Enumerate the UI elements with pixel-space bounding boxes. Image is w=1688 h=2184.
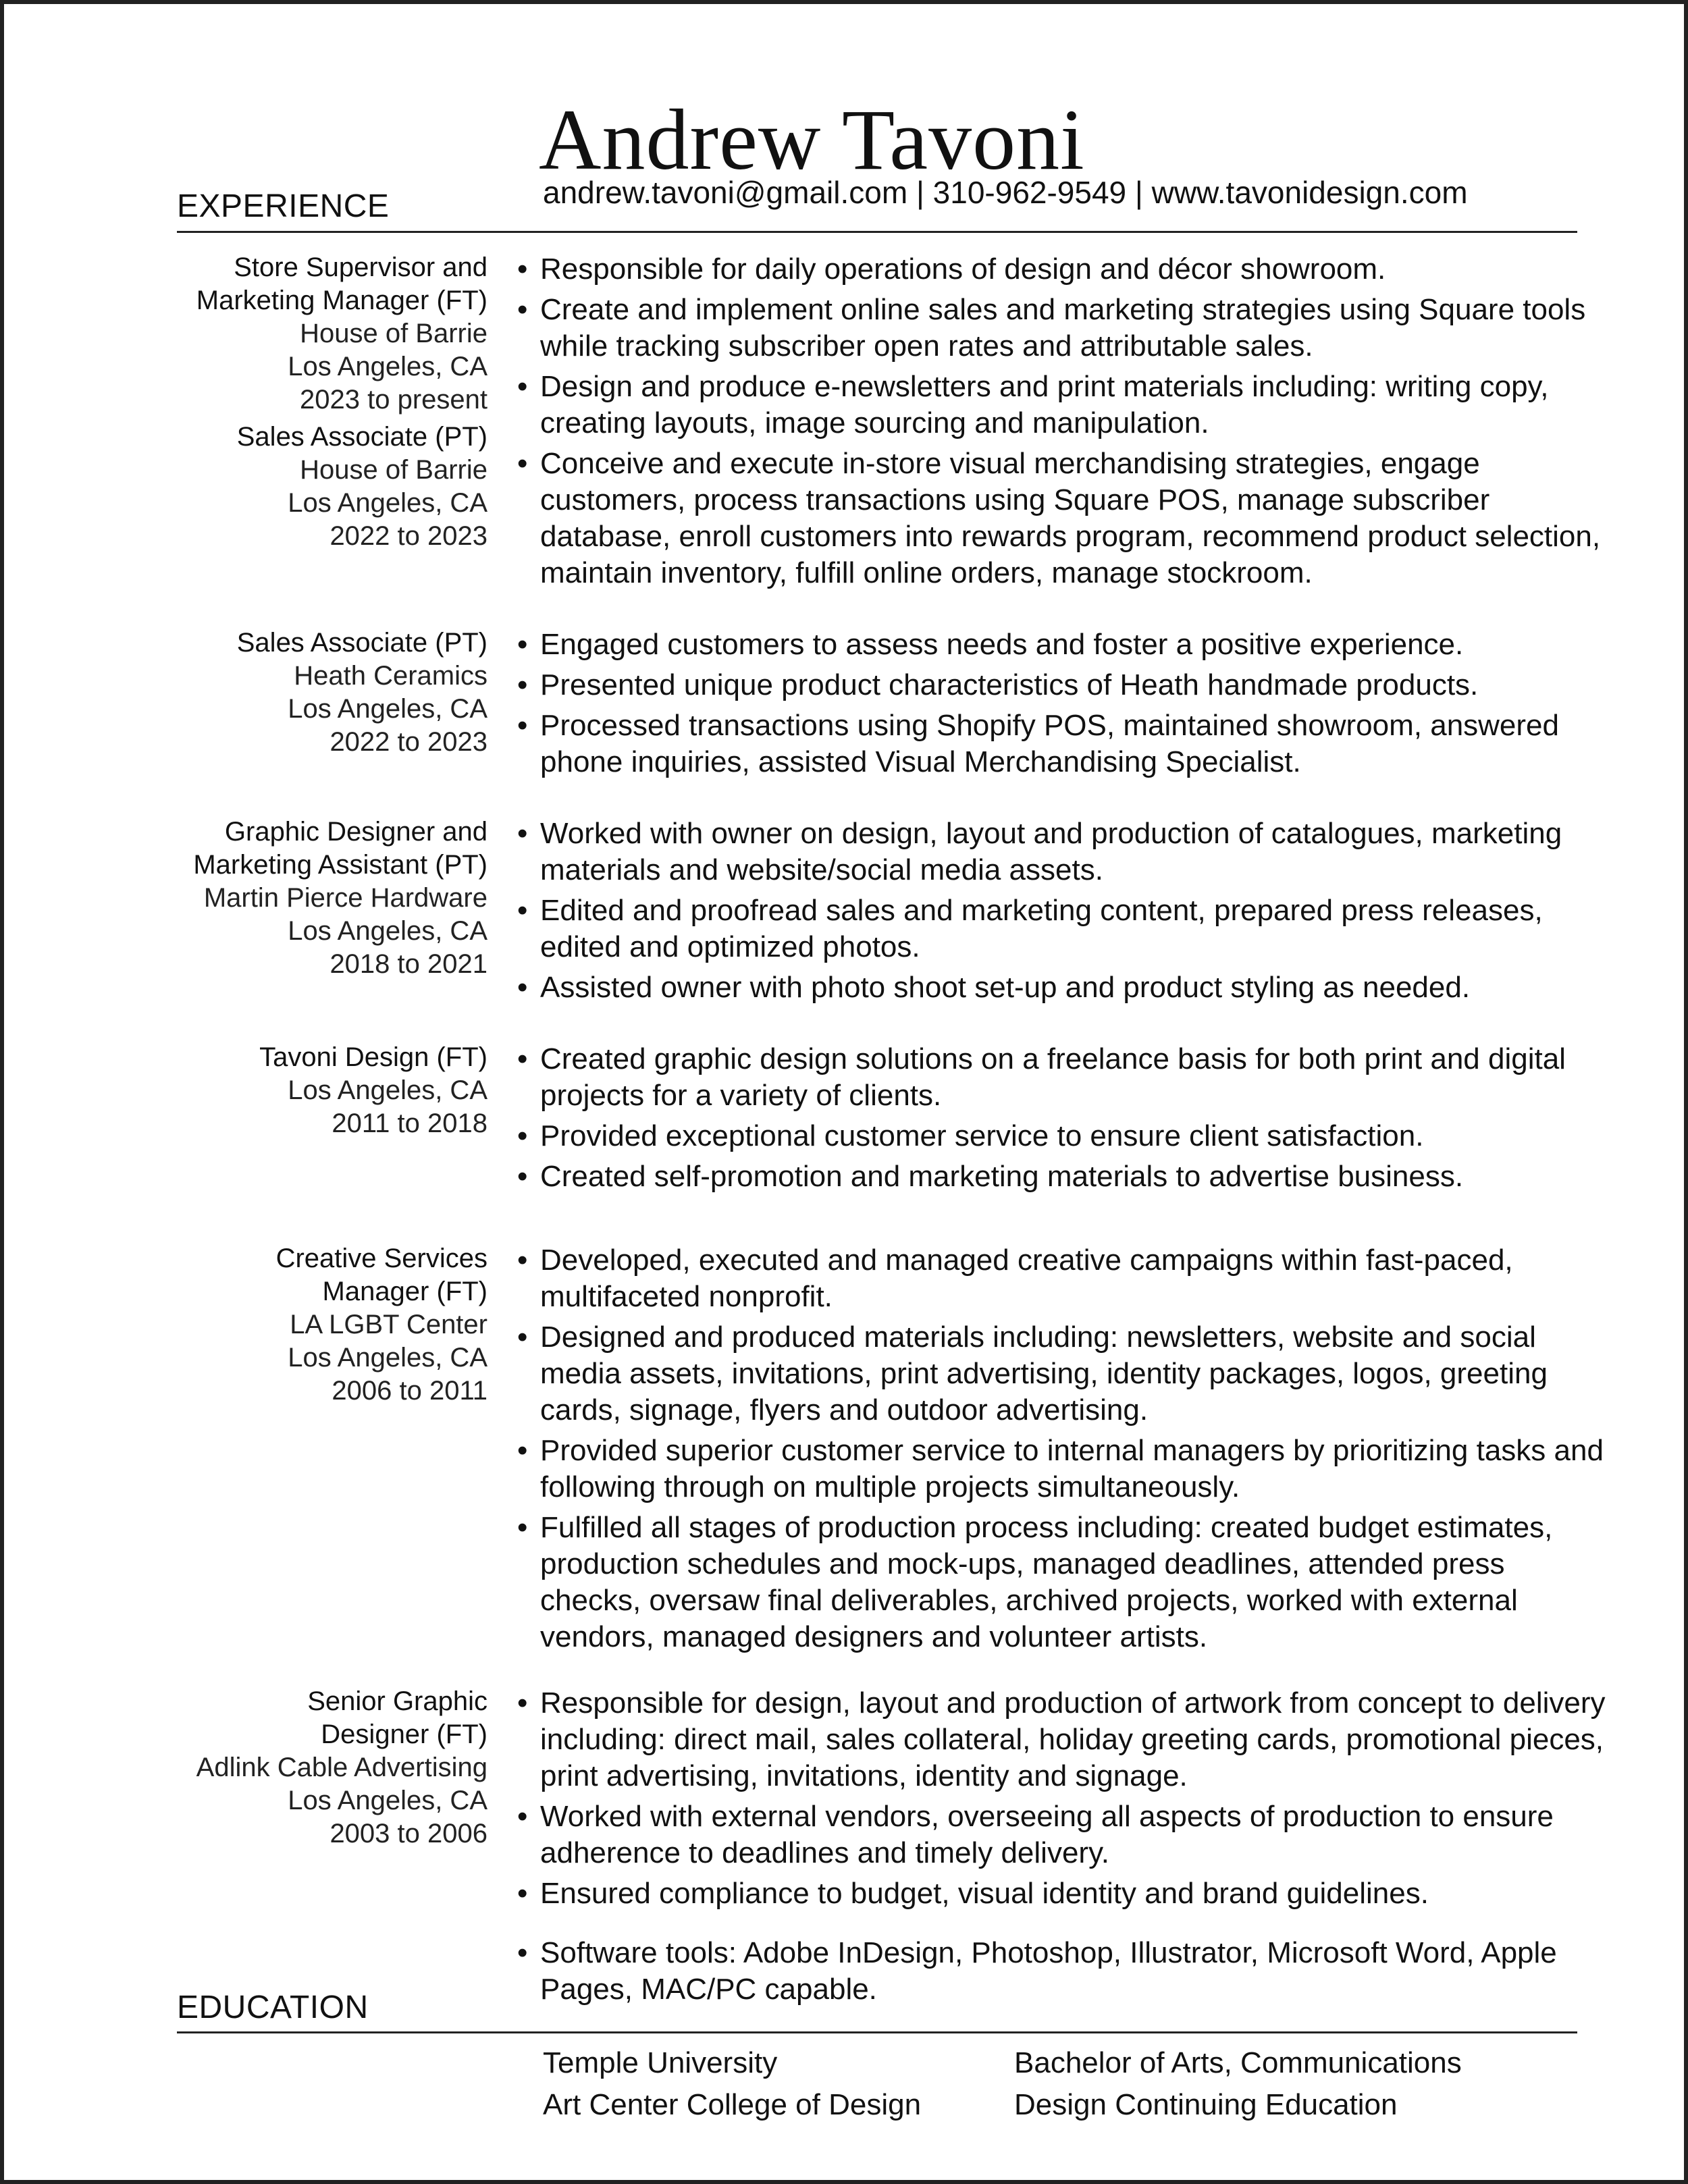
job-dates: 2022 to 2023 — [329, 727, 487, 757]
education-divider — [177, 2031, 1577, 2033]
job-title: Senior Graphic — [307, 1686, 487, 1716]
job-bullets — [517, 1685, 1611, 1916]
job-details — [136, 1041, 487, 1140]
bullet-item: • Fulfilled all stages of production process including: created budget estimates, production schedules and mock-ups, managed deadlines, attended press checks, oversaw final deliverables, archived projects, worked with external vendors, managed designers and volunteer artists. — [517, 1511, 1553, 1653]
job-location: Los Angeles, CA — [288, 916, 487, 946]
job-title: Manager (FT) — [322, 1277, 487, 1306]
job-title: Designer (FT) — [321, 1720, 487, 1749]
bullet-item: • Engaged customers to assess needs and foster a positive experience. — [517, 628, 1464, 661]
job-location: Los Angeles, CA — [288, 352, 487, 381]
job-title: Creative Services — [275, 1244, 487, 1273]
job-title: Tavoni Design (FT) — [259, 1042, 487, 1072]
job-details — [136, 1685, 487, 1850]
contact-line: andrew.tavoni@gmail.com | 310-962-9549 | www.tavonidesign.com — [543, 175, 1468, 210]
bullet-item: • Assisted owner with photo shoot set-up and product styling as needed. — [517, 971, 1471, 1004]
bullet-item: • Processed transactions using Shopify POS, maintained showroom, answered phone inquiries, assisted Visual Merchandising Specialist. — [517, 709, 1559, 778]
job-location: Los Angeles, CA — [288, 488, 487, 518]
bullet-item: • Designed and produced materials including: newsletters, website and social media assets, invitations, print advertising, identity packages, logos, greeting cards, signage, flyers and outdoor advertising. — [517, 1321, 1548, 1427]
education-school: Temple University — [543, 2046, 778, 2079]
job-bullets — [517, 1242, 1611, 1659]
bullet-item: • Provided exceptional customer service to ensure client satisfaction. — [517, 1119, 1424, 1152]
job-location: Los Angeles, CA — [288, 1786, 487, 1815]
job-details — [136, 627, 487, 759]
education-heading: EDUCATION — [177, 1990, 369, 2025]
education-school: Art Center College of Design — [543, 2088, 922, 2121]
bullet-item: • Created graphic design solutions on a freelance basis for both print and digital projects for a variety of clients. — [517, 1042, 1566, 1112]
job-location: Los Angeles, CA — [288, 694, 487, 724]
job-title: Marketing Assistant (PT) — [193, 850, 487, 880]
bullet-item: • Provided superior customer service to internal managers by prioritizing tasks and following through on multiple projects simultaneously. — [517, 1434, 1604, 1503]
bullet-item: • Developed, executed and managed creative campaigns within fast-paced, multifaceted nonprofit. — [517, 1244, 1513, 1313]
bullet-item: • Create and implement online sales and marketing strategies using Square tools while tracking subscriber open rates and attributable sales. — [517, 293, 1586, 363]
job-employer: House of Barrie — [300, 319, 487, 348]
job-dates: 2006 to 2011 — [332, 1376, 487, 1406]
job-employer: Adlink Cable Advertising — [196, 1753, 487, 1782]
job-bullets — [517, 251, 1611, 595]
job-title: Sales Associate (PT) — [236, 422, 487, 452]
job-dates: 2022 to 2023 — [329, 521, 487, 551]
job-details — [136, 816, 487, 981]
job-details — [136, 1242, 487, 1408]
bullet-item: • Edited and proofread sales and marketing content, prepared press releases, edited and optimized photos. — [517, 894, 1543, 963]
job-bullets — [517, 627, 1611, 784]
job-dates: 2011 to 2018 — [332, 1109, 487, 1138]
job-dates: 2003 to 2006 — [329, 1819, 487, 1848]
job-employer: LA LGBT Center — [290, 1310, 487, 1339]
bullet-item: • Design and produce e-newsletters and print materials including: writing copy, creating layouts, image sourcing and manipulation. — [517, 370, 1549, 440]
job-bullets — [517, 816, 1611, 1010]
job-details — [136, 251, 487, 553]
bullet-item: • Responsible for design, layout and production of artwork from concept to delivery including: direct mail, sales collateral, holiday greeting cards, promotional pieces, print advertising, invitations, identity and signage. — [517, 1686, 1606, 1792]
bullet-item: • Worked with owner on design, layout and production of catalogues, marketing materials and website/social media assets. — [517, 817, 1562, 886]
job-title: Marketing Manager (FT) — [196, 286, 487, 315]
job-employer: Martin Pierce Hardware — [203, 883, 487, 913]
bullet-item: • Worked with external vendors, overseeing all aspects of production to ensure adherence to deadlines and timely delivery. — [517, 1800, 1554, 1869]
education-degree: Design Continuing Education — [1014, 2088, 1398, 2121]
software-bullets — [517, 1935, 1611, 2012]
experience-heading: EXPERIENCE — [177, 188, 390, 224]
candidate-name: Andrew Tavoni — [539, 92, 1085, 188]
job-title: Store Supervisor and — [234, 252, 487, 282]
job-dates: 2023 to present — [300, 385, 487, 415]
bullet-item: • Presented unique product characteristics of Heath handmade products. — [517, 668, 1479, 701]
experience-divider — [177, 231, 1577, 233]
job-dates: 2018 to 2021 — [329, 949, 487, 979]
job-location: Los Angeles, CA — [288, 1343, 487, 1373]
bullet-item: • Software tools: Adobe InDesign, Photoshop, Illustrator, Microsoft Word, Apple Pages, MAC/PC capable. — [517, 1936, 1557, 2006]
job-title: Sales Associate (PT) — [236, 628, 487, 658]
bullet-item: • Conceive and execute in-store visual merchandising strategies, engage customers, process transactions using Square POS, manage subscriber database, enroll customers into rewards program, recommend product selection, maintain inventory, fulfill online orders, manage stockroom. — [517, 447, 1601, 589]
job-title: Graphic Designer and — [224, 817, 487, 847]
job-employer: Heath Ceramics — [294, 661, 487, 691]
job-bullets — [517, 1041, 1611, 1199]
job-employer: House of Barrie — [300, 455, 487, 485]
bullet-item: • Responsible for daily operations of design and décor showroom. — [517, 252, 1386, 286]
job-location: Los Angeles, CA — [288, 1075, 487, 1105]
education-degree: Bachelor of Arts, Communications — [1014, 2046, 1462, 2079]
bullet-item: • Created self-promotion and marketing materials to advertise business. — [517, 1160, 1464, 1193]
bullet-item: • Ensured compliance to budget, visual identity and brand guidelines. — [517, 1877, 1429, 1910]
